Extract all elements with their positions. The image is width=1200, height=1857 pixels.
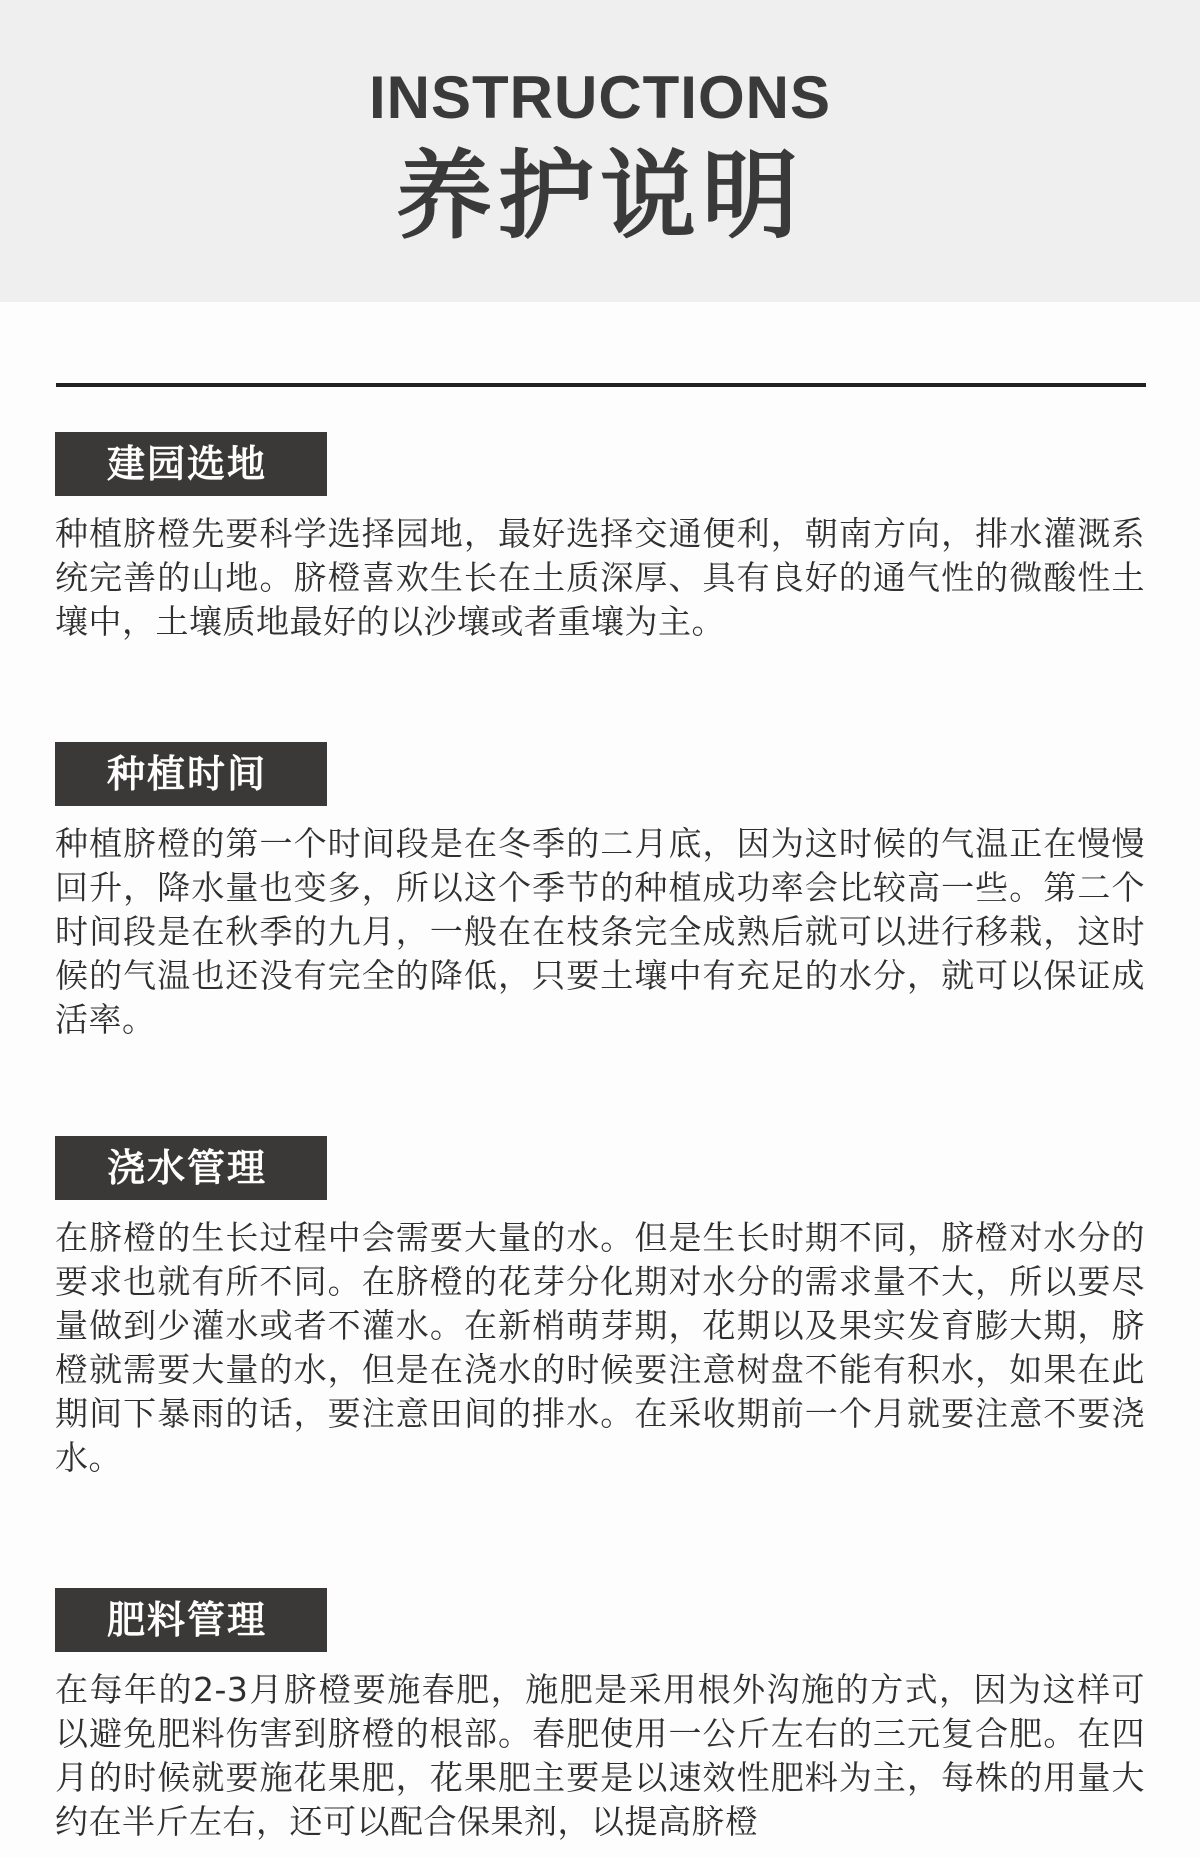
section-watering	[55, 1136, 1145, 1480]
section-fertilizer	[55, 1588, 1145, 1844]
header-banner	[0, 0, 1200, 302]
section-label: 种植时间	[55, 742, 327, 806]
section-label: 建园选地	[55, 432, 327, 496]
section-body: 在每年的2-3月脐橙要施春肥，施肥是采用根外沟施的方式，因为这样可以避免肥料伤害到脐橙的根部。春肥使用一公斤左右的三元复合肥。在四月的时候就要施花果肥，花果肥主要是以速效性肥料为主，每株的用量大约在半斤左右，还可以配合保果剂，以提高脐橙	[55, 1670, 1145, 1841]
section-body: 种植脐橙先要科学选择园地，最好选择交通便利，朝南方向，排水灌溉系统完善的山地。脐橙喜欢生长在土质深厚、具有良好的通气性的微酸性土壤中，土壤质地最好的以沙壤或者重壤为主。	[55, 514, 1145, 641]
section-planting-time	[55, 742, 1145, 1042]
divider-line	[56, 383, 1146, 387]
section-body: 种植脐橙的第一个时间段是在冬季的二月底，因为这时候的气温正在慢慢回升，降水量也变多，所以这个季节的种植成功率会比较高一些。第二个时间段是在秋季的九月，一般在在枝条完全成熟后就可以进行移栽，这时候的气温也还没有完全的降低，只要土壤中有充足的水分，就可以保证成活率。	[55, 824, 1145, 1039]
section-label: 肥料管理	[55, 1588, 327, 1652]
page-title-chinese: 养护说明	[396, 140, 804, 252]
section-body: 在脐橙的生长过程中会需要大量的水。但是生长时期不同，脐橙对水分的要求也就有所不同。在脐橙的花芽分化期对水分的需求量不大，所以要尽量做到少灌水或者不灌水。在新梢萌芽期，花期以及果实发育膨大期，脐橙就需要大量的水，但是在浇水的时候要注意树盘不能有积水，如果在此期间下暴雨的话，要注意田间的排水。在采收期前一个月就要注意不要浇水。	[55, 1218, 1145, 1477]
section-site-selection	[55, 432, 1145, 644]
section-label: 浇水管理	[55, 1136, 327, 1200]
page-title-english: INSTRUCTIONS	[369, 64, 831, 131]
